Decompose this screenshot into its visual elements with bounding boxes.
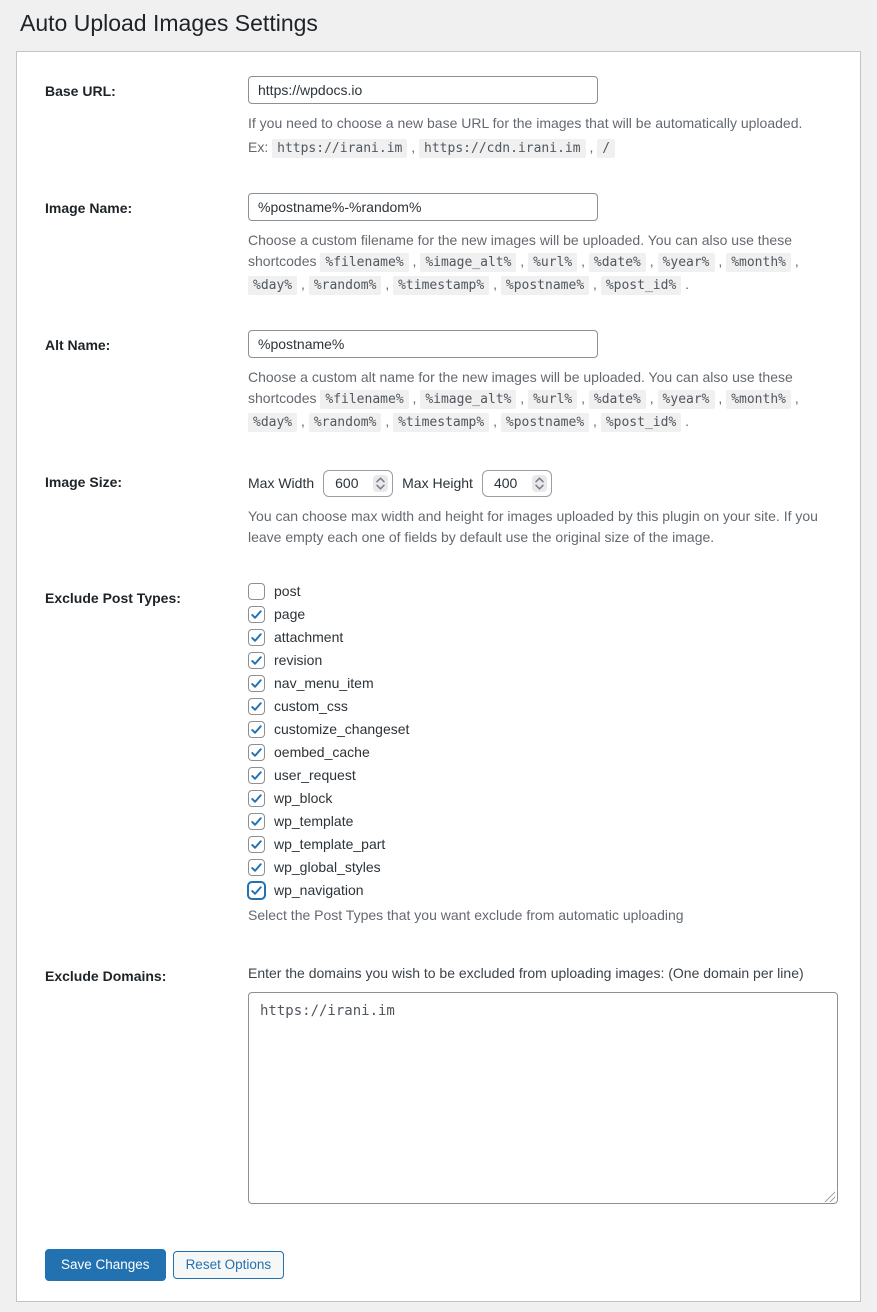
image-name-input[interactable] [248,193,598,221]
base-url-description: If you need to choose a new base URL for the images that will be automatically uploaded. [248,114,803,131]
post-type-option-label: customize_changeset [274,721,410,738]
checkbox-revision[interactable] [248,652,265,669]
alt-name-input[interactable] [248,330,598,358]
post-type-option [248,629,844,646]
post-type-option [248,882,844,899]
post-type-option-label: wp_global_styles [274,859,381,876]
post-type-option-label: revision [274,652,323,669]
example-prefix: Ex: [248,138,269,155]
check-icon [250,838,263,851]
image-name-description [248,230,844,296]
checkbox-oembed_cache[interactable] [248,744,265,761]
exclude-post-types-description: Select the Post Types that you want exclude from automatic uploading [248,907,684,924]
code-chip: %date% [589,390,646,409]
code-chip: / [597,139,615,158]
code-chip: %day% [248,413,297,432]
checkbox-customize_changeset[interactable] [248,721,265,738]
post-type-option [248,767,844,784]
checkbox-wp_template_part[interactable] [248,836,265,853]
check-icon [250,861,263,874]
post-type-option-label: wp_template_part [274,836,386,853]
checkbox-user_request[interactable] [248,767,265,784]
post-type-option [248,721,844,738]
post-type-option [248,698,844,715]
post-type-option [248,675,844,692]
check-icon [250,631,263,644]
post-type-option [248,836,844,853]
post-type-option-label: nav_menu_item [274,675,374,692]
post-type-option-label: post [274,583,301,600]
reset-options-button[interactable]: Reset Options [173,1251,285,1279]
post-type-option-label: page [274,606,306,623]
post-type-option-label: oembed_cache [274,744,370,761]
checkbox-page[interactable] [248,606,265,623]
code-chip: %year% [658,253,715,272]
image-size-row [29,467,844,549]
code-chip: %post_id% [601,276,681,295]
max-height-input[interactable] [482,470,552,497]
post-type-option-label: attachment [274,629,344,646]
code-chip: %timestamp% [393,276,489,295]
post-type-option [248,859,844,876]
check-icon [250,700,263,713]
image-name-label: Image Name: [45,199,133,216]
code-chip: %url% [528,390,577,409]
checkbox-attachment[interactable] [248,629,265,646]
max-width-input[interactable] [323,470,393,497]
base-url-examples [248,137,844,159]
exclude-post-types-label: Exclude Post Types: [45,590,181,607]
code-chip: https://irani.im [272,139,407,158]
stepper-icon[interactable] [532,475,547,492]
check-icon [250,769,263,782]
code-chip: %date% [589,253,646,272]
exclude-post-types-row [29,583,844,927]
check-icon [250,884,263,897]
image-name-description-text: Choose a custom filename for the new images will be uploaded. You can also use these shortcodes [248,231,793,270]
page-title: Auto Upload Images Settings [20,10,318,36]
checkbox-wp_global_styles[interactable] [248,859,265,876]
code-chip: https://cdn.irani.im [419,139,586,158]
alt-name-description-text: Choose a custom alt name for the new images will be uploaded. You can also use these shortcodes [248,368,793,407]
stepper-icon[interactable] [373,475,388,492]
check-icon [250,815,263,828]
code-chip: %day% [248,276,297,295]
code-chip: %year% [658,390,715,409]
checkbox-wp_block[interactable] [248,790,265,807]
code-chip: %url% [528,253,577,272]
check-icon [250,608,263,621]
post-type-option [248,813,844,830]
alt-name-row [29,330,844,433]
alt-name-label: Alt Name: [45,336,111,353]
checkbox-wp_template[interactable] [248,813,265,830]
alt-name-shortcodes: %filename% , %image_alt% , %url% , %date% , %year% , %month% , %day% , %random% , %timestamp% , %postname% , %post_id% . [248,390,799,428]
checkbox-custom_css[interactable] [248,698,265,715]
checkbox-post[interactable] [248,583,265,600]
exclude-domains-textarea[interactable] [248,992,838,1204]
base-url-input[interactable] [248,76,598,104]
image-size-label: Image Size: [45,473,123,490]
post-type-option-label: wp_template [274,813,354,830]
image-name-shortcodes: %filename% , %image_alt% , %url% , %date% , %year% , %month% , %day% , %random% , %timestamp% , %postname% , %post_id% . [248,253,799,291]
max-height-value: 400 [493,475,518,492]
alt-name-description [248,367,844,433]
code-chip: %random% [309,276,382,295]
button-row [29,1249,844,1281]
code-chip: %post_id% [601,413,681,432]
save-changes-button[interactable]: Save Changes [45,1249,166,1281]
image-name-row [29,193,844,296]
post-type-option [248,790,844,807]
max-width-value: 600 [335,475,359,492]
code-chip: %timestamp% [393,413,489,432]
check-icon [250,654,263,667]
code-chip: %postname% [501,413,589,432]
post-type-option [248,652,844,669]
max-height-label: Max Height [402,475,473,492]
max-width-label: Max Width [248,475,315,492]
post-type-option [248,606,844,623]
post-type-option-label: wp_navigation [274,882,364,899]
exclude-domains-row [29,961,844,1210]
example-chips: https://irani.im , https://cdn.irani.im , / [272,139,615,155]
post-type-option-label: user_request [274,767,356,784]
post-type-option [248,583,844,600]
code-chip: %filename% [320,390,408,409]
check-icon [250,723,263,736]
code-chip: %image_alt% [420,253,516,272]
code-chip: %random% [309,413,382,432]
post-type-checkbox-list [248,583,844,899]
code-chip: %month% [726,390,791,409]
check-icon [250,677,263,690]
check-icon [250,792,263,805]
code-chip: %month% [726,253,791,272]
image-size-description: You can choose max width and height for images uploaded by this plugin on your site. If you leave empty each one of fields by default use the original size of the image. [248,507,818,546]
post-type-option-label: custom_css [274,698,348,715]
code-chip: %postname% [501,276,589,295]
settings-panel [16,51,861,1302]
base-url-label: Base URL: [45,82,116,99]
exclude-domains-description: Enter the domains you wish to be excluded from uploading images: (One domain per line) [248,964,804,981]
checkbox-wp_navigation[interactable] [248,882,265,899]
code-chip: %image_alt% [420,390,516,409]
exclude-domains-label: Exclude Domains: [45,967,167,984]
post-type-option-label: wp_block [274,790,333,807]
base-url-row [29,76,844,159]
check-icon [250,746,263,759]
post-type-option [248,744,844,761]
checkbox-nav_menu_item[interactable] [248,675,265,692]
code-chip: %filename% [320,253,408,272]
